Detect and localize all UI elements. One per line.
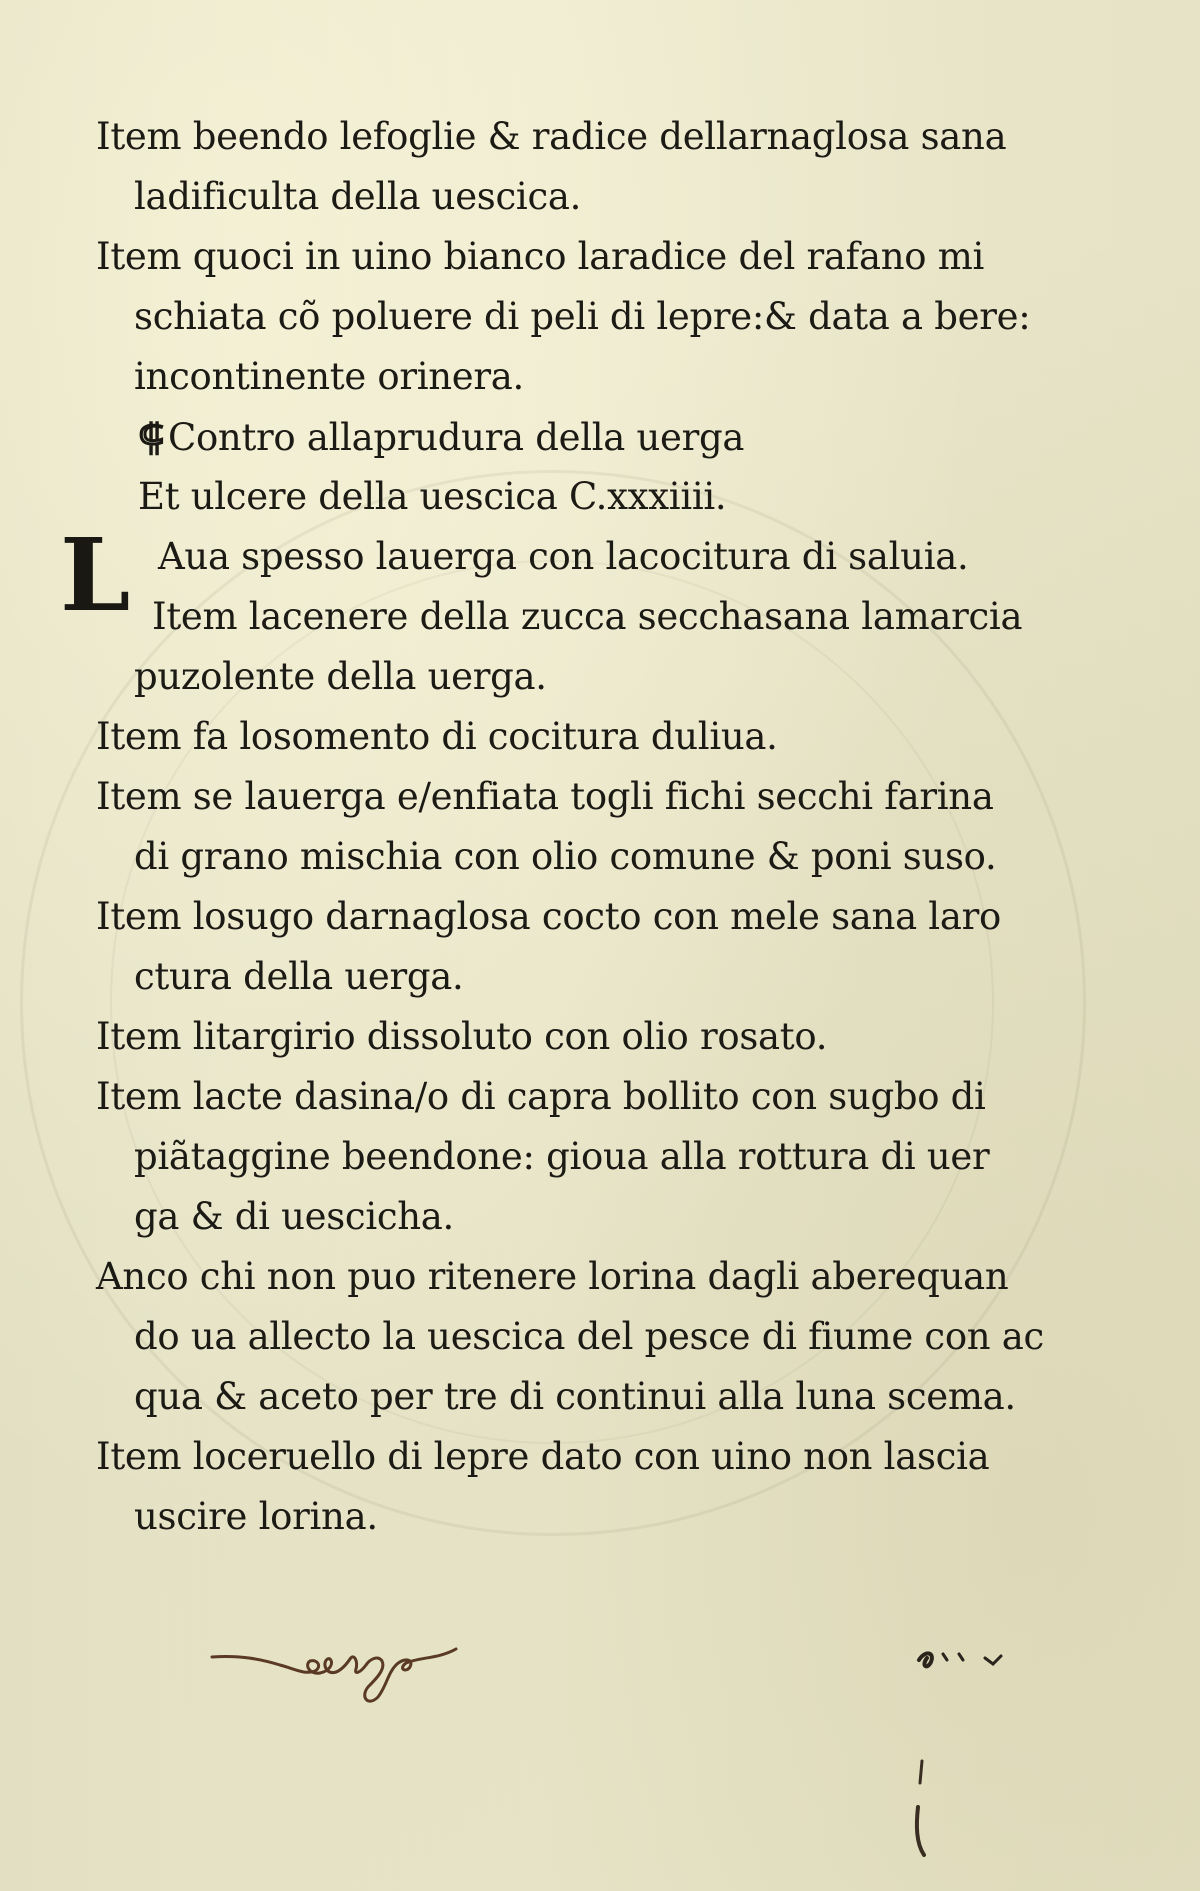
text-line: uscire lorina. [134, 1495, 378, 1538]
text-line: Item lacte dasina/o di capra bollito con sugbo di [96, 1075, 986, 1118]
text-line: Item se lauerga e/enfiata togli fichi secchi farina [96, 775, 994, 818]
heading-text: Contro allaprudura della uerga [167, 416, 745, 459]
handwritten-mark-icon [915, 1640, 1025, 1680]
text-line: qua & aceto per tre di continui alla luna scema. [134, 1375, 1016, 1418]
text-line: Item quoci in uino bianco laradice del rafano mi [96, 235, 985, 278]
text-line: Anco chi non puo ritenere lorina dagli aberequan [96, 1255, 1009, 1298]
text-line: ctura della uerga. [134, 955, 464, 998]
text-line: puzolente della uerga. [134, 655, 547, 698]
text-line: ga & di uescicha. [134, 1195, 455, 1238]
text-line: Item loceruello di lepre dato con uino non lascia [96, 1435, 990, 1478]
drop-initial: L [60, 516, 131, 634]
text-line: do ua allecto la uescica del pesce di fiume con ac [134, 1315, 1044, 1358]
handwritten-stroke-icon [900, 1755, 940, 1865]
text-line: Item fa losomento di cocitura duliua. [96, 715, 778, 758]
text-line: incontinente orinera. [134, 355, 525, 398]
text-line: Aua spesso lauerga con lacocitura di saluia. [158, 535, 969, 578]
heading-line [138, 414, 744, 461]
text-line: di grano mischia con olio comune & poni suso. [134, 835, 997, 878]
text-line: piãtaggine beendone: gioua alla rottura di uer [134, 1135, 990, 1178]
text-line: Item lacenere della zucca secchasana lamarcia [152, 595, 1023, 638]
text-line: schiata cõ poluere di peli di lepre:& data a bere: [134, 295, 1031, 338]
handwritten-signature-icon [210, 1635, 510, 1725]
text-line: Item litargirio dissoluto con olio rosato. [96, 1015, 828, 1058]
text-line: Item beendo lefoglie & radice dellarnaglosa sana [96, 115, 1007, 158]
text-line: ladificulta della uescica. [134, 175, 582, 218]
paragraph-mark-icon: ⸿ [138, 415, 164, 459]
heading-line: Et ulcere della uescica C.xxxiiii. [138, 475, 727, 518]
text-line: Item losugo darnaglosa cocto con mele sana laro [96, 895, 1001, 938]
